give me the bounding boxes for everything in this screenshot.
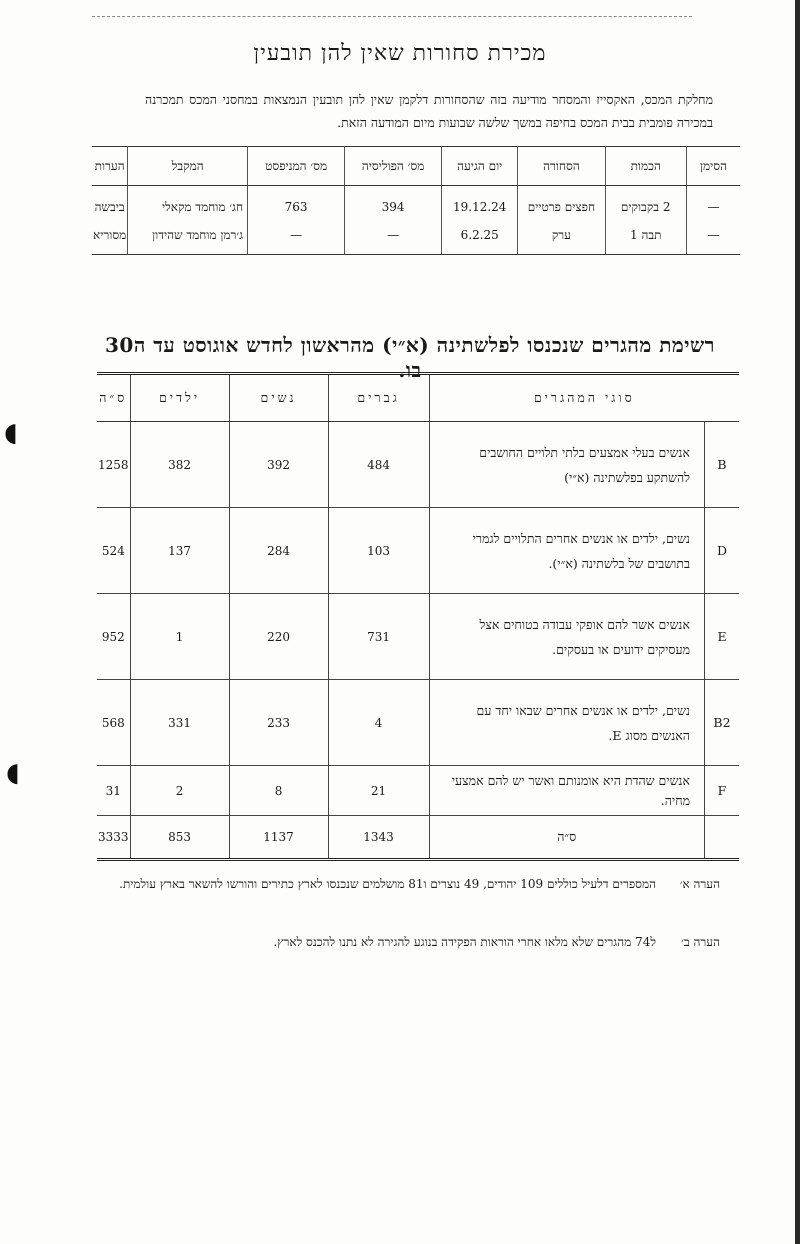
cell-remarks: ביבשה [94,199,125,214]
cell-category-description: נשים, ילדים או אנשים אחרים התלויים לגמרי בתושבים של בלשתינה (א״י). [429,508,704,594]
note-b-text: ל74 מהגרים שלא מלאו אחרי הוראות הפקידה בנוגע להגירה לא נתנו להכנס לארץ. [273,935,656,949]
cell-category-code: B2 [705,680,740,766]
cell-arrival-date: 19.12.24 [442,186,518,222]
cell-total: 568 [97,680,130,766]
note-b [150,932,720,953]
cell-total: 31 [97,766,130,816]
col-header-total: ס״ה [97,374,130,422]
cell-manifest-no: 763 [248,186,345,222]
cell-category-description: אנשים שהדת היא אומנותם ואשר יש להם אמצעי מחיה. [429,766,704,816]
cell-category-code: D [705,508,740,594]
unclaimed-goods-table [92,146,740,255]
immigrants-title: רשימת מהגרים שנכנסו לפלשתינה (א״י) מהראשון לחדש אוגוסט עד ה30 בו. [105,333,715,382]
cell-category-code: E [705,594,740,680]
table-row [97,680,739,766]
cell-children: 137 [130,508,229,594]
cell-mark: — [686,186,740,222]
note-a-text: המספרים דלעיל כוללים 109 יהודים, 49 נוצרים ו81 מושלמים שנכנסו לארץ כתירים והורשו להשאר בארץ עולמית. [119,877,656,891]
table-row [97,422,739,508]
cell-men: 103 [328,508,429,594]
cell-empty [705,816,740,860]
cell-goods: ערק [518,221,605,255]
cell-receiver: חג׳ מוחמד מקאלי [128,186,248,222]
cell-policy-no: — [345,221,442,255]
notice-title: מכירת סחורות שאין להן תובעין [253,41,547,66]
table-header-row [92,147,740,186]
cell-total: 524 [97,508,130,594]
cell-quantity: 2 בקבוקים [605,186,686,222]
cell-total-men: 1343 [328,816,429,860]
cell-totals-label: ס״ה [429,816,704,860]
col-header-goods: הסחורה [518,147,605,186]
top-dashed-rule [92,16,692,17]
cell-category-description: נשים, ילדים או אנשים אחרים שבאו יחד עם האנשים מסוג E. [429,680,704,766]
cell-remarks: מסוריא [92,221,128,255]
cell-children: 382 [130,422,229,508]
cell-women: 392 [229,422,328,508]
note-b-label: הערה ב׳ [681,935,720,949]
col-header-receiver: המקבל [128,147,248,186]
col-header-manifest-no: מס׳ המניפסט [248,147,345,186]
cell-goods: חפצים פרטיים [518,186,605,222]
cell-children: 1 [130,594,229,680]
cell-receiver: ג׳רמן מוחמד שהידון [128,221,248,255]
cell-children: 2 [130,766,229,816]
cell-policy-no: 394 [345,186,442,222]
cell-men: 4 [328,680,429,766]
immigrants-table [97,372,739,861]
cell-total: 952 [97,594,130,680]
note-a [97,874,720,895]
cell-category-description: אנשים בעלי אמצעים בלתי תלויים החושבים להשתקע בפלשתינה (א״י) [429,422,704,508]
col-header-women: נשים [229,374,328,422]
cell-men: 21 [328,766,429,816]
table-row [92,221,740,255]
table-row [92,186,740,222]
col-header-children: ילדים [130,374,229,422]
table-row [97,508,739,594]
punch-hole-mark: ◖ [6,758,20,788]
col-header-remarks: הערות [92,147,128,186]
cell-quantity: תבה 1 [605,221,686,255]
cell-total-children: 853 [130,816,229,860]
punch-hole-mark: ◖ [4,418,18,448]
table-header-row [97,374,739,422]
col-header-quantity: הכמות [605,147,686,186]
cell-arrival-date: 6.2.25 [442,221,518,255]
cell-women: 284 [229,508,328,594]
col-header-immigrant-types: סוגי המהגרים [429,374,739,422]
cell-children: 331 [130,680,229,766]
col-header-men: גברים [328,374,429,422]
cell-category-code: F [705,766,740,816]
cell-men: 484 [328,422,429,508]
notice-paragraph: מחלקת המכס, האקסייז והמסחר מודיעה בזה שהסחורות דלקמן שאין להן תובעין הנמצאות במחסני המכס תמכרנה במכירה פומבית בבית המכס בחיפה במשך שלשה שבועות מיום המודעה הזאת. [145,92,713,130]
cell-category-description: אנשים אשר להם אופקי עבודה בטוחים אצל מעסיקים ידועים או בעסקים. [429,594,704,680]
cell-men: 731 [328,594,429,680]
table-row [97,766,739,816]
cell-category-code: B [705,422,740,508]
cell-mark: — [686,221,740,255]
cell-grand-total: 3333 [97,816,130,860]
page-edge-shadow [795,0,800,1244]
note-a-label: הערה א׳ [679,877,720,891]
cell-total-women: 1137 [229,816,328,860]
col-header-policy-no: מס׳ הפוליסיה [345,147,442,186]
table-row [97,594,739,680]
cell-women: 233 [229,680,328,766]
cell-women: 8 [229,766,328,816]
cell-women: 220 [229,594,328,680]
totals-row [97,816,739,860]
col-header-mark: הסימן [686,147,740,186]
cell-total: 1258 [97,422,130,508]
col-header-arrival-date: יום הגיעה [442,147,518,186]
cell-manifest-no: — [248,221,345,255]
